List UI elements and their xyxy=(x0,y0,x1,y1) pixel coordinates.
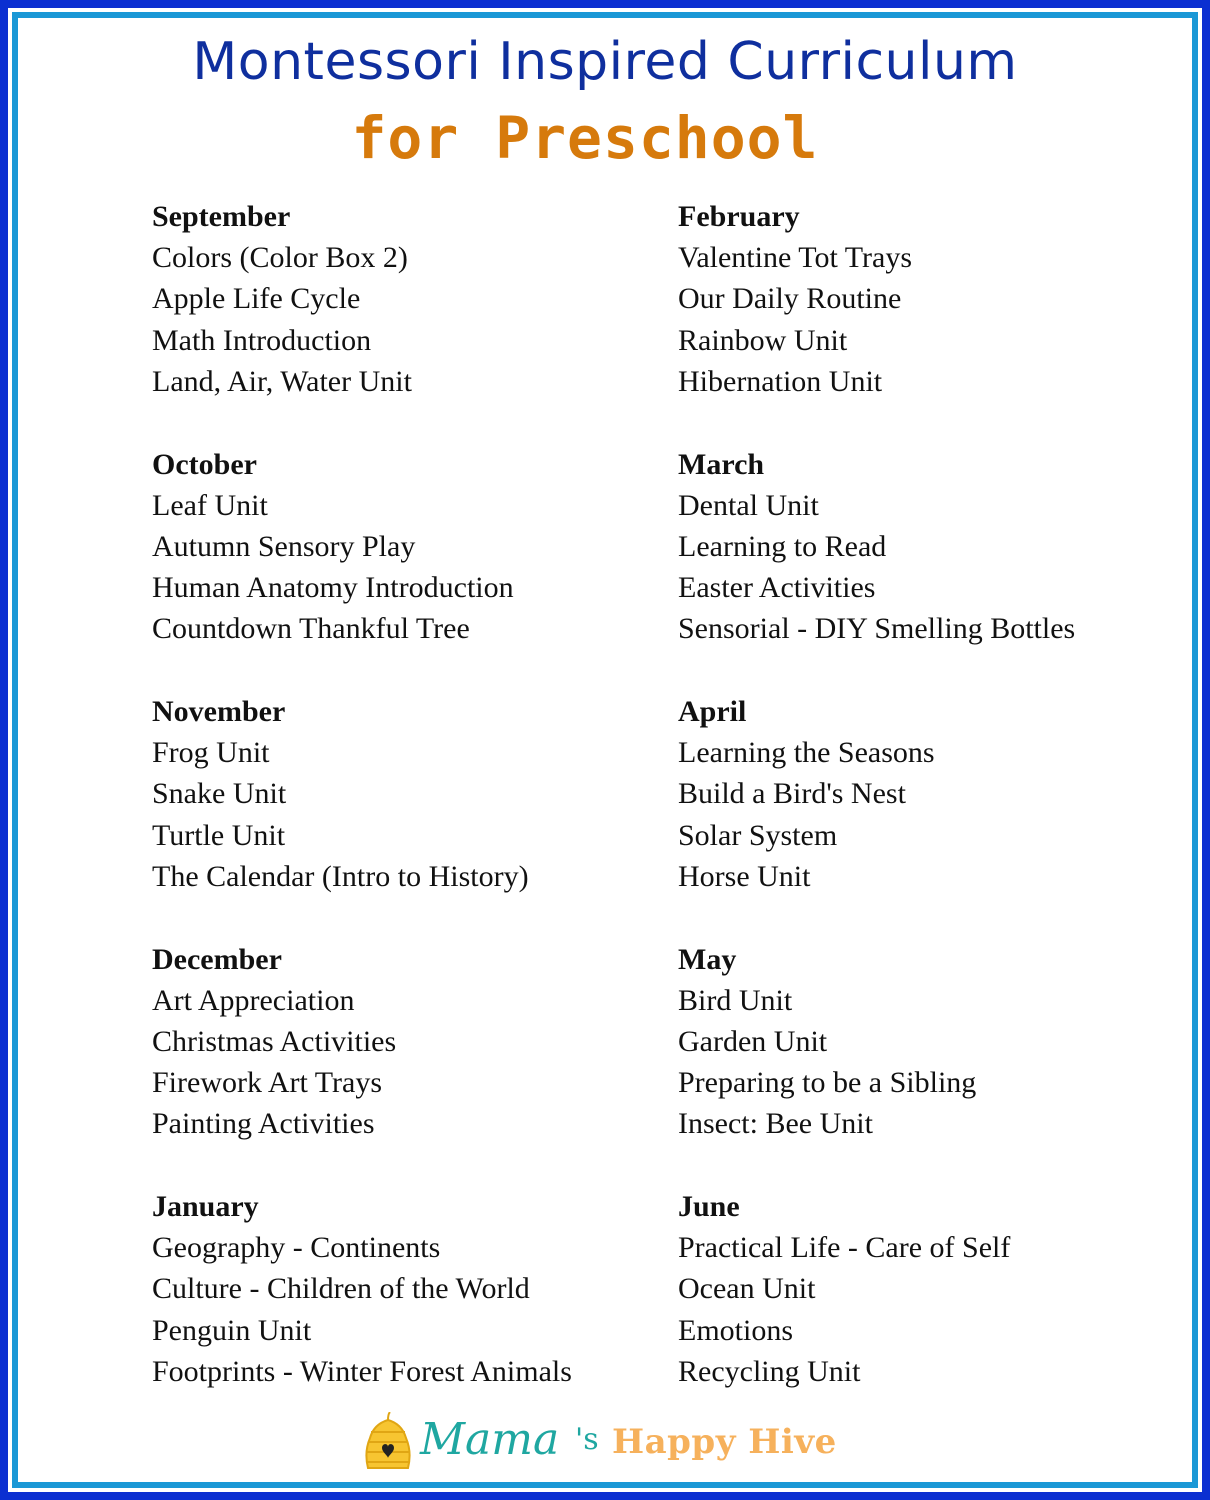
month-heading: April xyxy=(678,695,747,728)
month-block-june xyxy=(678,1186,1168,1434)
list-item: Learning the Seasons xyxy=(678,736,935,770)
list-item: Countdown Thankful Tree xyxy=(152,612,470,646)
month-block-december xyxy=(152,939,652,1187)
left-column xyxy=(152,196,652,1434)
list-item: Our Daily Routine xyxy=(678,282,902,316)
logo-text-possessive: 's xyxy=(575,1422,599,1457)
list-item: Ocean Unit xyxy=(678,1272,816,1306)
list-item: Preparing to be a Sibling xyxy=(678,1066,977,1100)
month-block-february xyxy=(678,196,1168,444)
list-item: Apple Life Cycle xyxy=(152,282,361,316)
list-item: Horse Unit xyxy=(678,859,811,893)
list-item: Firework Art Trays xyxy=(152,1066,383,1100)
month-heading: May xyxy=(678,942,737,976)
right-column xyxy=(678,196,1168,1434)
list-item: Geography - Continents xyxy=(152,1231,441,1265)
list-item: Penguin Unit xyxy=(152,1313,312,1347)
month-heading: June xyxy=(678,1190,740,1223)
list-item: Easter Activities xyxy=(678,571,876,605)
month-block-may xyxy=(678,939,1168,1187)
list-item: Frog Unit xyxy=(152,736,270,770)
list-item: Culture - Children of the World xyxy=(152,1272,530,1306)
list-item: Math Introduction xyxy=(152,323,372,357)
list-item: Practical Life - Care of Self xyxy=(678,1231,1011,1265)
list-item: Valentine Tot Trays xyxy=(678,241,913,275)
month-block-april xyxy=(678,691,1168,939)
month-heading: February xyxy=(678,200,800,233)
list-item: Turtle Unit xyxy=(152,818,286,852)
month-block-january xyxy=(152,1186,652,1434)
month-heading: January xyxy=(152,1190,259,1223)
list-item: Sensorial - DIY Smelling Bottles xyxy=(678,612,1076,646)
month-heading: December xyxy=(152,942,282,976)
list-item: Leaf Unit xyxy=(152,488,268,522)
list-item: Rainbow Unit xyxy=(678,323,848,357)
list-item: Colors (Color Box 2) xyxy=(152,241,408,275)
list-item: Human Anatomy Introduction xyxy=(152,571,514,605)
logo-text-happy-hive: Happy Hive xyxy=(612,1422,837,1462)
list-item: Land, Air, Water Unit xyxy=(152,364,412,398)
brand-logo xyxy=(360,1412,880,1476)
page-title: Montessori Inspired Curriculum xyxy=(192,32,1018,92)
list-item: Autumn Sensory Play xyxy=(152,529,416,563)
logo-text-mama: Mama xyxy=(420,1414,560,1465)
list-item: Painting Activities xyxy=(152,1107,375,1141)
list-item: Insect: Bee Unit xyxy=(678,1107,873,1141)
month-block-september xyxy=(152,196,652,444)
list-item: Build a Bird's Nest xyxy=(678,777,906,811)
month-heading: March xyxy=(678,447,765,481)
list-item: Emotions xyxy=(678,1313,794,1347)
page-subtitle: for Preschool xyxy=(351,104,819,172)
list-item: Art Appreciation xyxy=(152,983,355,1017)
list-item: Snake Unit xyxy=(152,777,287,811)
beehive-heart-icon xyxy=(360,1412,416,1472)
list-item: Learning to Read xyxy=(678,529,887,563)
month-block-november xyxy=(152,691,652,939)
list-item: Christmas Activities xyxy=(152,1024,397,1058)
month-heading: October xyxy=(152,447,257,481)
list-item: Bird Unit xyxy=(678,983,793,1017)
month-heading: November xyxy=(152,695,286,728)
month-block-october xyxy=(152,444,652,692)
list-item: Garden Unit xyxy=(678,1024,828,1058)
month-block-march xyxy=(678,444,1168,692)
list-item: The Calendar (Intro to History) xyxy=(152,859,529,893)
list-item: Solar System xyxy=(678,818,838,852)
list-item: Hibernation Unit xyxy=(678,364,883,398)
list-item: Recycling Unit xyxy=(678,1354,861,1388)
month-heading: September xyxy=(152,200,291,233)
list-item: Footprints - Winter Forest Animals xyxy=(152,1354,572,1388)
list-item: Dental Unit xyxy=(678,488,819,522)
